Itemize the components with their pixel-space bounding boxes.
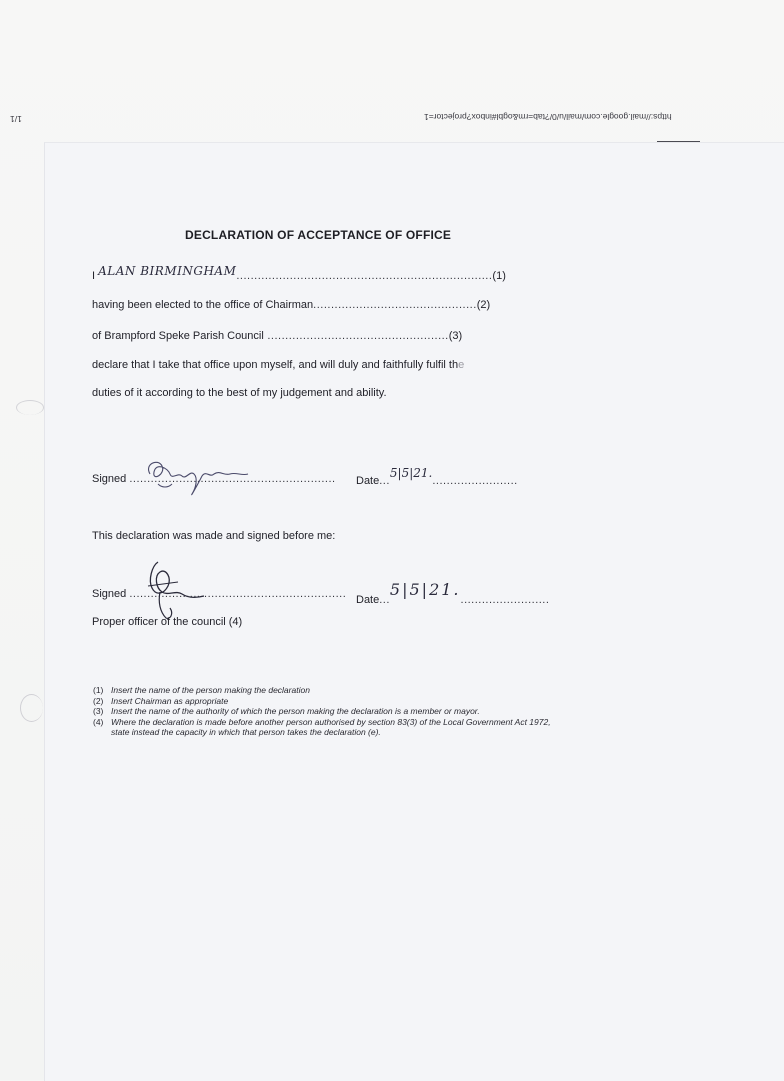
declaration-line-undertaking	[92, 359, 464, 371]
declaration-line-duties	[92, 387, 387, 399]
print-header-url: https://mail.google.com/mail/u/0/?tab=rm&ogbl#inbox?projector=1	[424, 112, 672, 122]
handwritten-name: ALAN BIRMINGHAM	[98, 264, 237, 278]
line-dots: ...................................................	[263, 330, 449, 342]
footnote-number: (3)	[93, 706, 104, 716]
footnote-text: Insert the name of the person making the declaration	[111, 685, 310, 695]
date-label: Date	[356, 594, 380, 606]
footnotes	[93, 685, 561, 738]
signed-dots: .............................................................	[129, 588, 347, 600]
footnote	[93, 706, 561, 717]
date-label: Date	[356, 475, 380, 487]
before-me-text: This declaration was made and signed before me:	[92, 530, 336, 542]
council-text: of Brampford Speke Parish Council	[92, 330, 264, 342]
paper-smudge	[20, 694, 43, 722]
footnote-text: Insert the name of the authority of which the person making the declaration is a member or mayor.	[111, 706, 480, 716]
footnote-number: (1)	[93, 685, 104, 695]
footnote	[93, 685, 561, 696]
signature-1	[138, 454, 258, 498]
declaration-line-office	[92, 299, 490, 311]
footnote-text: Where the declaration is made before another person authorised by section 83(3) of the Local Government Act 1972, state instead the capacity in which that person takes the declaration (e).	[111, 716, 551, 737]
footnote	[93, 717, 561, 738]
print-header-page-counter: 1/1	[10, 114, 22, 124]
signed-label: Signed	[92, 473, 127, 485]
date-dots: ........................	[432, 475, 518, 487]
date-dots: ...	[379, 475, 390, 487]
signed-dots: ..........................................................	[129, 473, 336, 485]
handwritten-date-2: 5|5|21.	[389, 580, 461, 599]
signed-row-2	[92, 588, 346, 600]
declaration-line-council	[92, 330, 462, 342]
signed-label: Signed	[92, 588, 127, 600]
faded-letter: e	[458, 359, 465, 371]
ref-2: (2)	[476, 299, 491, 311]
line-dots: ..............................................	[313, 299, 477, 311]
duties-text: duties of it according to the best of my judgement and ability.	[92, 387, 387, 399]
footnote-number: (2)	[93, 695, 104, 706]
footnote-text: Insert Chairman as appropriate	[111, 695, 229, 706]
line-prefix: I	[92, 270, 99, 282]
line-dots: ........................................................................	[236, 270, 493, 282]
signature-2	[138, 558, 218, 620]
footnote-number: (4)	[93, 716, 104, 727]
footnote	[93, 696, 561, 707]
date-row-2	[356, 580, 550, 607]
paper-smudge	[16, 400, 44, 415]
proper-officer-label: Proper officer of the council (4)	[92, 616, 243, 628]
undertaking-text: declare that I take that office upon myself, and will duly and faithfully fulfil th	[92, 359, 459, 371]
date-row-1	[356, 466, 518, 487]
ref-1: (1)	[492, 270, 506, 282]
date-dots: .........................	[460, 594, 550, 606]
declaration-line-name	[92, 264, 506, 282]
ref-3: (3)	[448, 330, 463, 342]
office-text: having been elected to the office of Chairman	[92, 299, 314, 311]
date-dots: ...	[379, 594, 390, 606]
page-title: DECLARATION OF ACCEPTANCE OF OFFICE	[185, 228, 452, 242]
handwritten-date-1: 5|5|21.	[389, 466, 433, 480]
